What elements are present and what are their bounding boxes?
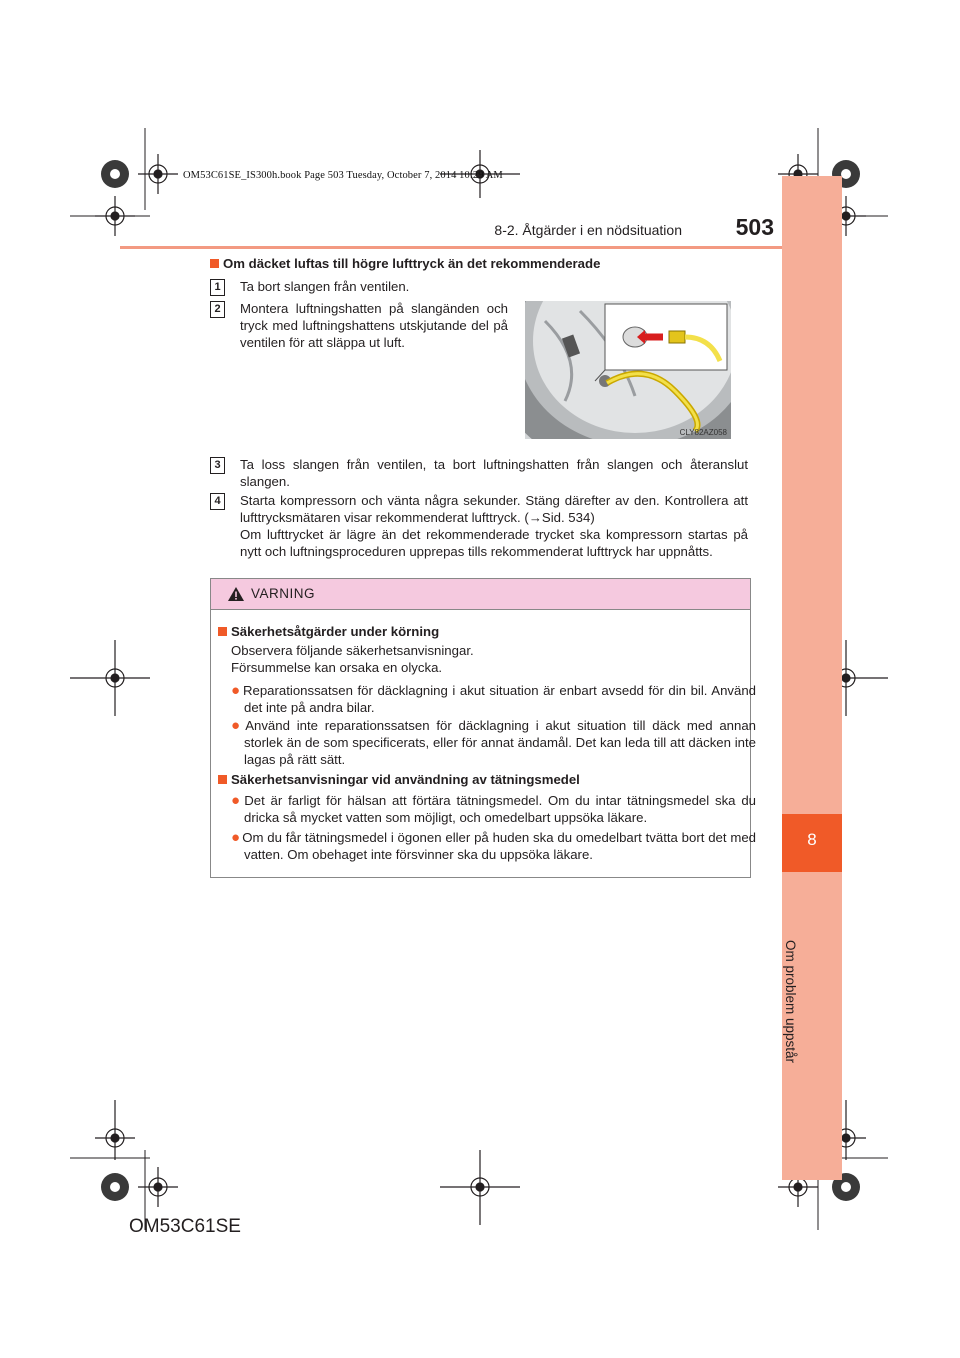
step-number-2: 2 bbox=[210, 301, 225, 318]
step-number-4: 4 bbox=[210, 493, 225, 510]
step-2-text: Montera luftningshatten på slangänden och tryck med luftningshattens utskjutande del på ventilen för att släppa ut luft. bbox=[240, 301, 508, 350]
arrow-icon: → bbox=[528, 510, 542, 525]
crosshair-target-icon bbox=[138, 154, 178, 194]
step-4-extra-text: Om lufttrycket är lägre än det rekommenderade trycket ska kompressorn startas på nytt och luftningsproceduren upprepas tills rekommenderat lufttryck har uppnåtts. bbox=[240, 527, 748, 559]
crosshair-target-icon bbox=[70, 640, 150, 716]
step-4-closing: ) bbox=[590, 510, 595, 525]
step-1-text: Ta bort slangen från ventilen. bbox=[240, 279, 410, 294]
warning-bullet-3 bbox=[231, 792, 756, 826]
side-tab-label: Om problem uppstår bbox=[783, 940, 798, 1064]
warning-bullet-2-text: Använd inte reparationssatsen för däcklagning i akut situation till däck med annan storlek än de som specificerats, eller för annat ändamål. Det kan leda till att däcken inte lagas på rätt sätt. bbox=[244, 718, 756, 767]
section-title: 8-2. Åtgärder i en nödsituation bbox=[494, 222, 682, 238]
warning-section-1-heading-text: Säkerhetsåtgärder under körning bbox=[231, 624, 440, 639]
crosshair-target-icon bbox=[95, 1100, 135, 1160]
round-bullet-icon: ● bbox=[231, 717, 244, 734]
warning-title: VARNING bbox=[251, 586, 316, 601]
warning-bullet-4-text: Om du får tätningsmedel i ögonen eller på huden ska du omedelbart tvätta bort det med vatten. Om obehaget inte försvinner ska du uppsöka läkare. bbox=[242, 830, 756, 862]
warning-box bbox=[210, 578, 756, 878]
crosshair-target-icon bbox=[95, 196, 135, 236]
warning-bullet-1 bbox=[231, 682, 756, 716]
crosshair-target-icon bbox=[138, 1167, 178, 1207]
warning-intro-1: Observera följande säkerhetsanvisningar. bbox=[231, 643, 474, 658]
step-4-main-text: Starta kompressorn och vänta några sekunder. Stäng därefter av den. Kontrollera att lufttrycksmätaren visar rekommenderat lufttryck. ( bbox=[240, 493, 748, 525]
warning-header bbox=[211, 579, 750, 610]
figure-code: CLY82AZ058 bbox=[679, 428, 727, 437]
square-bullet-icon bbox=[218, 627, 227, 636]
side-tab-number: 8 bbox=[807, 830, 817, 849]
step-3-text: Ta loss slangen från ventilen, ta bort luftningshatten från slangen och återanslut slangen. bbox=[240, 457, 748, 489]
warning-bullet-1-text: Reparationssatsen för däcklagning i akut situation är enbart avsedd för din bil. Använd det inte på andra bilar. bbox=[242, 683, 756, 715]
footer-code: OM53C61SE bbox=[129, 1216, 241, 1237]
step-number-3: 3 bbox=[210, 457, 225, 474]
warning-bullet-3-text: Det är farligt för hälsan att förtära tätningsmedel. Om du intar tätningsmedel ska du dricka så mycket vatten som möjligt, och omedelbart uppsöka läkare. bbox=[244, 793, 756, 825]
round-bullet-icon: ● bbox=[231, 792, 243, 809]
warning-section-2-heading-text: Säkerhetsanvisningar vid användning av tätningsmedel bbox=[231, 772, 580, 787]
warning-section-1-heading bbox=[218, 623, 738, 640]
warning-triangle-icon bbox=[227, 586, 245, 602]
page-number: 503 bbox=[735, 214, 774, 240]
round-bullet-icon: ● bbox=[231, 829, 241, 846]
round-bullet-icon: ● bbox=[231, 682, 241, 699]
warning-bullet-4 bbox=[231, 829, 756, 863]
warning-bullet-2 bbox=[231, 717, 756, 768]
header-rule bbox=[120, 246, 782, 249]
page-reference-link[interactable]: Sid. 534 bbox=[541, 510, 591, 525]
crosshair-target-icon bbox=[440, 1150, 520, 1225]
tire-valve-figure bbox=[525, 301, 731, 439]
square-bullet-icon bbox=[218, 775, 227, 784]
tire-valve-illustration bbox=[525, 301, 731, 439]
warning-intro-2: Försummelse kan orsaka en olycka. bbox=[231, 660, 443, 675]
book-header: OM53C61SE_IS300h.book Page 503 Tuesday, October 7, 2014 10:29 AM bbox=[183, 170, 503, 181]
warning-section-2-heading bbox=[218, 771, 738, 788]
section-heading bbox=[210, 256, 600, 271]
step-number-1: 1 bbox=[210, 279, 225, 296]
square-bullet-icon bbox=[210, 259, 219, 268]
section-heading-text: Om däcket luftas till högre lufttryck än det rekommenderade bbox=[223, 256, 601, 271]
step-4-text bbox=[240, 492, 748, 560]
